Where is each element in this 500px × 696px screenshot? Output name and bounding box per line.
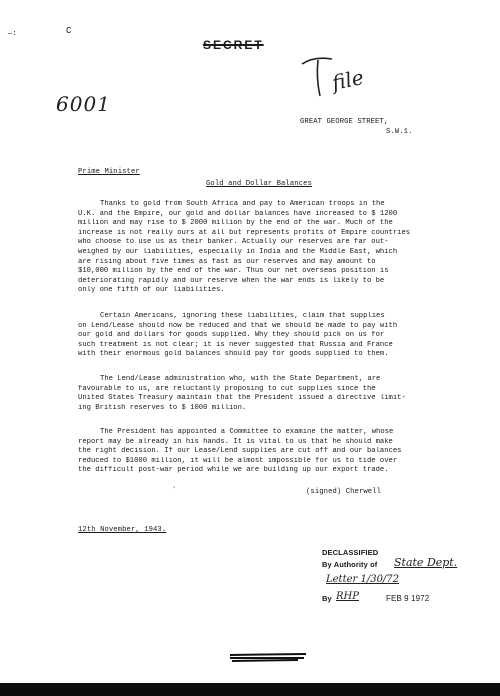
text-line: only one fifth of our liabilities. [78,286,225,295]
text-line: weighed by our liabilities, especially in India and the Middle East, which [78,247,398,256]
handwritten-file-number: 6001 [56,92,111,116]
text-line: report may be already in his hands. It is vital to us that he should make [78,437,393,446]
code-mark: C [66,26,72,36]
corner-mark: —: [8,30,17,38]
text-line: favourable to us, are reluctantly proposing to cut supplies since the [78,384,376,393]
text-line: reduced to $1000 million, it will be almost impossible for us to tide over [78,456,398,465]
scan-border-bottom [0,683,500,696]
classification-stamp: SECRET [203,38,264,52]
paragraph-4 [78,428,448,476]
text-line: who choose to use us as their banker. Actually our reserves are far out- [78,238,389,247]
text-line: are rising about five times as fast as our reserves and may amount to [78,257,376,266]
signature: (signed) Cherwell [306,488,382,496]
redaction-scribble [228,650,308,664]
stamp-date: FEB 9 1972 [386,594,430,603]
distribution-label: Prime Minister [78,168,140,176]
text-line: $10,000 million by the end of the war. Thus our net overseas position is [78,267,389,276]
stray-mark: ʻ [172,487,177,495]
authority-label: By Authority of [322,560,378,569]
text-line: Certain Americans, ignoring these liabilities, claim that supplies [100,312,385,320]
address-street: GREAT GEORGE STREET, [300,118,389,126]
authority-handwritten: State Dept. [394,556,458,569]
text-line: U.K. and the Empire, our gold and dollar balances have increased to $ 1200 [78,209,398,218]
text-line: ing British reserves to $ 1000 million. [78,403,247,412]
text-line: the right decision. If our Lease/Lend supplies are cut off and our balances [78,447,402,456]
text-line: such treatment is not clear; it is never suggested that Russia and France [78,340,393,349]
text-line: The Lend/Lease administration who, with the State Department, are [100,375,381,383]
text-line: million and may rise to $ 2000 million by the end of the war. Much of the [78,219,393,228]
text-line: The President has appointed a Committee to examine the matter, whose [100,428,394,436]
paragraph-3 [78,375,448,413]
letter-handwritten: Letter 1/30/72 [326,574,400,585]
declassified-heading: DECLASSIFIED [322,548,379,557]
document-title: Gold and Dollar Balances [206,180,312,188]
address-district: S.W.1. [386,128,413,136]
text-line: deteriorating rapidly and our reserve when the war ends is likely to be [78,276,385,285]
text-line: the difficult post-war period while we are building up our export trade. [78,466,389,475]
handwritten-note: file [329,64,366,96]
text-line: on Lend/Lease should now be reduced and that we should be made to pay with [78,321,398,330]
text-line: increase is not really ours at all but represents profits of Empire countries [78,228,411,237]
declassification-stamp [322,548,492,610]
by-handwritten: RHP [336,591,359,602]
text-line: with their enormous gold balances should pay for goods supplied to them. [78,350,389,359]
paragraph-1 [78,200,448,296]
text-line: our gold and dollars for goods supplied. Why they should pick on us for [78,331,385,340]
by-label: By [322,594,332,603]
document-date: 12th November, 1943. [78,526,167,534]
paragraph-2 [78,312,448,360]
text-line: Thanks to gold from South Africa and pay to American troops in the [100,200,385,208]
text-line: United States Treasury maintain that the President issued a directive limit- [78,394,406,403]
